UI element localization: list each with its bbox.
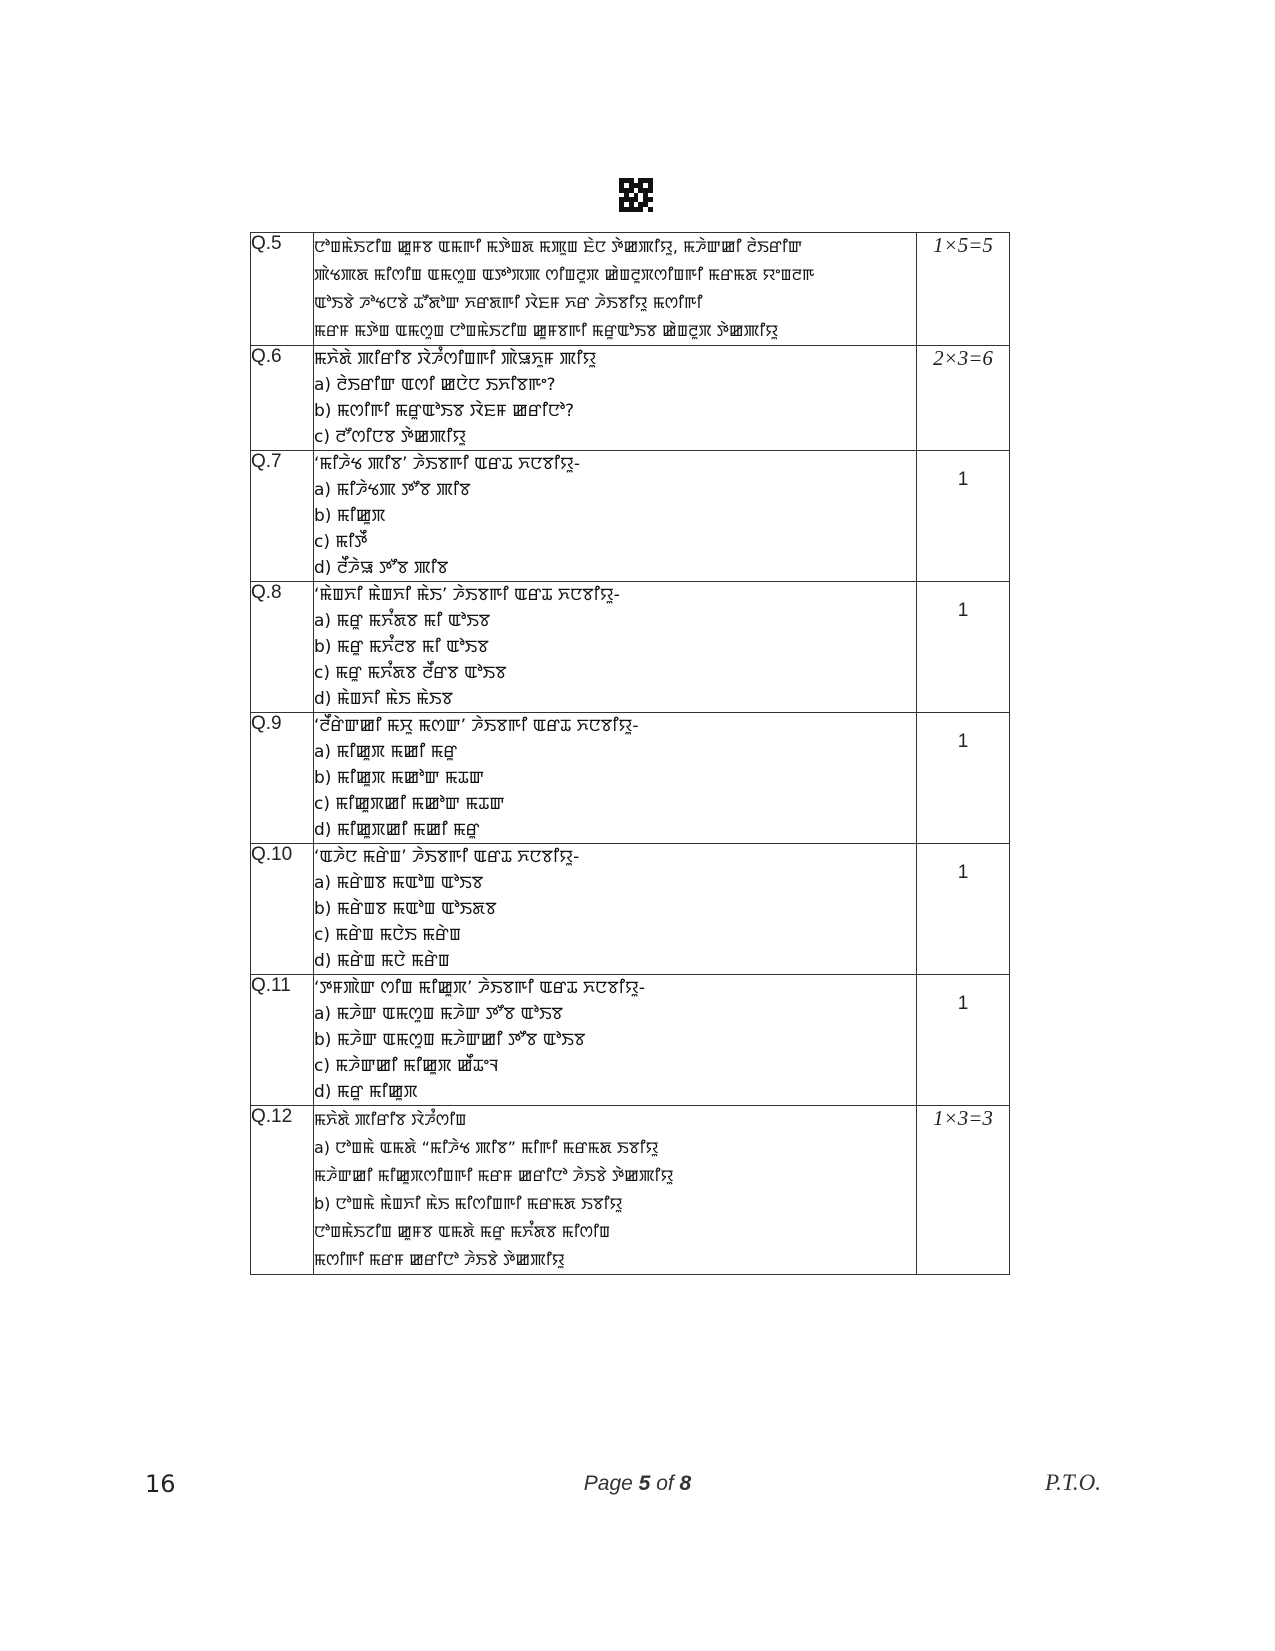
answer-line: a) ꯃꯤꯀꯨꯞ ꯃꯀꯤ ꯃꯔꯨ [314,742,458,762]
footer-code: 16 [145,1470,176,1498]
question-row [251,233,1010,346]
answer-line: c) ꯃꯤꯇꯩ [314,532,368,552]
answer-line: ꯅꯣꯡꯃꯥꯏꯖꯤꯡ ꯀꯨꯝꯕ ꯑꯃꯗꯥ ꯃꯔꯨ ꯃꯈꯪꯗꯕ ꯃꯤꯁꯤꯡ [314,1222,611,1241]
answer-line: b) ꯃꯁꯤꯒꯤ ꯃꯔꯨꯑꯣꯏꯕ ꯋꯥꯐꯝ ꯀꯔꯤꯅꯣ? [314,401,575,421]
answer-line: ꯃꯔꯝ ꯃꯇꯥꯡ ꯑꯃꯁꯨꯡ ꯅꯣꯡꯃꯥꯏꯖꯤꯡ ꯀꯨꯝꯕꯒꯤ ꯃꯔꯨꯑꯣꯏꯕ ꯀꯥꯡꯂꯨꯞ ꯇꯥꯀꯄꯤꯌꯨ [314,321,779,340]
marks-cell: 1×3=3 [917,1106,1010,1275]
marks-cell: 1 [917,713,1010,844]
answer-line: d) ꯃꯥꯡꯈꯤ ꯃꯥꯏ ꯃꯥꯏꯕ [314,689,454,709]
marks-cell: 1×5=5 [917,233,1010,346]
answer-line: c) ꯂꯧꯁꯤꯅꯕ ꯇꯥꯀꯄꯤꯌꯨ [314,427,467,447]
page-number: 5 [638,1472,651,1495]
answer-cell [314,346,917,451]
answer-cell [314,975,917,1106]
answer-line: d) ꯂꯩꯍꯥꯎ ꯇꯧꯕ ꯄꯤꯕ [314,558,449,578]
answer-line: c) ꯃꯔꯨ ꯃꯈꯪꯗꯕ ꯂꯩꯔꯕ ꯑꯣꯏꯕ [314,663,507,683]
answer-line: ꯃꯈꯥꯗꯥ ꯄꯤꯔꯤꯕ ꯋꯥꯍꯪꯁꯤꯡꯒꯤ ꯄꯥꯎꯈꯨꯝ ꯄꯤꯌꯨ [314,349,597,369]
marks-cell: 1 [917,582,1010,713]
question-number: Q.9 [251,713,314,844]
answer-line: ꯃꯈꯥꯗꯥ ꯄꯤꯔꯤꯕ ꯋꯥꯍꯪꯁꯤꯡ [314,1110,467,1129]
answer-line: b) ꯃꯔꯨ ꯃꯈꯪꯂꯕ ꯃꯤ ꯑꯣꯏꯕ [314,637,489,657]
question-number: Q.11 [251,975,314,1106]
question-number: Q.6 [251,346,314,451]
question-row [251,582,1010,713]
answer-line: a) ꯃꯤꯍꯥꯠꯄ ꯇꯧꯕ ꯄꯤꯕ [314,480,471,500]
answer-line: b) ꯃꯔꯥꯡꯕ ꯃꯑꯣꯡ ꯑꯣꯏꯗꯕ [314,899,497,919]
question-number: Q.8 [251,582,314,713]
marks-cell: 1 [917,451,1010,582]
answer-cell [314,451,917,582]
answer-table [250,232,1010,1275]
pto-label: P.T.O. [1045,1470,1102,1495]
question-row [251,975,1010,1106]
question-number: Q.5 [251,233,314,346]
question-row [251,451,1010,582]
answer-line: b) ꯃꯍꯥꯛ ꯑꯃꯁꯨꯡ ꯃꯍꯥꯛꯀꯤ ꯇꯧꯕ ꯑꯣꯏꯕ [314,1030,586,1050]
marks-cell: 1 [917,975,1010,1106]
answer-line: a) ꯃꯔꯥꯡꯕ ꯃꯑꯣꯡ ꯑꯣꯏꯕ [314,873,484,893]
answer-line: ‘ꯃꯤꯍꯥꯠ ꯄꯤꯕ’ ꯍꯥꯏꯕꯒꯤ ꯑꯔꯊ ꯈꯅꯕꯤꯌꯨ- [314,454,581,474]
answer-cell [314,713,917,844]
question-row [251,1106,1010,1275]
answer-line: b) ꯅꯣꯡꯃꯥ ꯃꯥꯡꯈꯤ ꯃꯥꯏ ꯃꯤꯁꯤꯡꯒꯤ ꯃꯔꯃꯗ ꯏꯕꯤꯌꯨ [314,1194,623,1213]
question-number: Q.10 [251,844,314,975]
page-prefix: Page [583,1472,633,1495]
question-number: Q.7 [251,451,314,582]
qr-code-icon [619,178,653,212]
answer-line: a) ꯃꯍꯥꯛ ꯑꯃꯁꯨꯡ ꯃꯍꯥꯛ ꯇꯧꯕ ꯑꯣꯏꯕ [314,1004,564,1024]
answer-cell [314,1106,917,1275]
answer-line: c) ꯃꯍꯥꯛꯀꯤ ꯃꯤꯀꯨꯞ ꯀꯩꯊꯦꯜ [314,1056,499,1076]
answer-line: a) ꯂꯥꯏꯔꯤꯛ ꯑꯁꯤ ꯀꯅꯥꯅ ꯏꯈꯤꯕꯒꯦ? [314,375,556,395]
question-number: Q.12 [251,1106,314,1275]
answer-line: ‘ꯇꯝꯄꯥꯛ ꯁꯤꯡ ꯃꯤꯀꯨꯞ’ ꯍꯥꯏꯕꯒꯤ ꯑꯔꯊ ꯈꯅꯕꯤꯌꯨ- [314,978,645,998]
answer-line: ‘ꯑꯍꯥꯅ ꯃꯔꯥꯡ’ ꯍꯥꯏꯕꯒꯤ ꯑꯔꯊ ꯈꯅꯕꯤꯌꯨ- [314,847,580,867]
answer-cell [314,844,917,975]
question-row [251,346,1010,451]
question-row [251,844,1010,975]
answer-line: ꯃꯁꯤꯒꯤ ꯃꯔꯝ ꯀꯔꯤꯅꯣ ꯍꯥꯏꯕꯥ ꯇꯥꯀꯄꯤꯌꯨ [314,1250,565,1269]
answer-line: b) ꯃꯤꯀꯨꯞ [314,506,386,526]
page-of: of [656,1472,674,1495]
page-total: 8 [679,1472,692,1495]
answer-line: ꯅꯣꯡꯃꯥꯏꯖꯤꯡ ꯀꯨꯝꯕ ꯑꯃꯒꯤ ꯃꯇꯥꯡꯗ ꯃꯄꯨꯡ ꯐꯥꯅ ꯇꯥꯀꯄꯤꯌꯨ, ꯃꯍꯥꯛꯀꯤ ꯂꯥꯏꯔꯤꯛ [314,237,803,256]
answer-line: ‘ꯂꯩꯔꯥꯛꯀꯤ ꯃꯆꯨ ꯃꯁꯛ’ ꯍꯥꯏꯕꯒꯤ ꯑꯔꯊ ꯈꯅꯕꯤꯌꯨ- [314,716,639,736]
answer-line: ꯃꯍꯥꯛꯀꯤ ꯃꯤꯀꯨꯞꯁꯤꯡꯒꯤ ꯃꯔꯝ ꯀꯔꯤꯅꯣ ꯍꯥꯏꯕꯥ ꯇꯥꯀꯄꯤꯌꯨ [314,1166,674,1185]
answer-line: c) ꯃꯤꯀꯨꯞꯀꯤ ꯃꯀꯣꯛ ꯃꯊꯛ [314,794,505,814]
answer-line: b) ꯃꯤꯀꯨꯞ ꯃꯀꯣꯛ ꯃꯊꯛ [314,768,484,788]
question-row [251,713,1010,844]
answer-line: ‘ꯃꯥꯡꯈꯤ ꯃꯥꯡꯈꯤ ꯃꯥꯏ’ ꯍꯥꯏꯕꯒꯤ ꯑꯔꯊ ꯈꯅꯕꯤꯌꯨ- [314,585,620,605]
answer-line: d) ꯃꯔꯨ ꯃꯤꯀꯨꯞ [314,1082,418,1102]
answer-line: ꯑꯣꯏꯕꯥ ꯍꯣꯠꯅꯕꯥ ꯊꯧꯗꯣꯛ ꯈꯔꯗꯒꯤ ꯋꯥꯐꯝ ꯈꯔ ꯍꯥꯏꯕꯤꯌꯨ ꯃꯁꯤꯒꯤ [314,293,703,312]
answer-cell [314,233,917,346]
answer-line: d) ꯃꯔꯥꯡ ꯃꯅꯥ ꯃꯔꯥꯡ [314,951,450,971]
answer-cell [314,582,917,713]
answer-line: a) ꯅꯣꯡꯃꯥ ꯑꯃꯗꯥ “ꯃꯤꯍꯥꯠ ꯄꯤꯕ” ꯃꯤꯒꯤ ꯃꯔꯃꯗ ꯏꯕꯤꯌꯨ [314,1138,659,1157]
answer-line: a) ꯃꯔꯨ ꯃꯈꯪꯗꯕ ꯃꯤ ꯑꯣꯏꯕ [314,611,491,631]
marks-cell: 1 [917,844,1010,975]
answer-line: d) ꯃꯤꯀꯨꯞꯀꯤ ꯃꯀꯤ ꯃꯔꯨ [314,820,480,840]
answer-line: c) ꯃꯔꯥꯡ ꯃꯅꯥꯏ ꯃꯔꯥꯡ [314,925,461,945]
answer-line: ꯄꯥꯠꯄꯗ ꯃꯤꯁꯤꯡ ꯑꯃꯁꯨꯡ ꯑꯇꯣꯞꯄ ꯁꯤꯡꯂꯨꯞ ꯀꯥꯡꯂꯨꯞꯁꯤꯡꯒꯤ ꯃꯔꯃꯗ ꯌꯦꯡꯂꯒ [314,265,815,284]
marks-cell: 2×3=6 [917,346,1010,451]
